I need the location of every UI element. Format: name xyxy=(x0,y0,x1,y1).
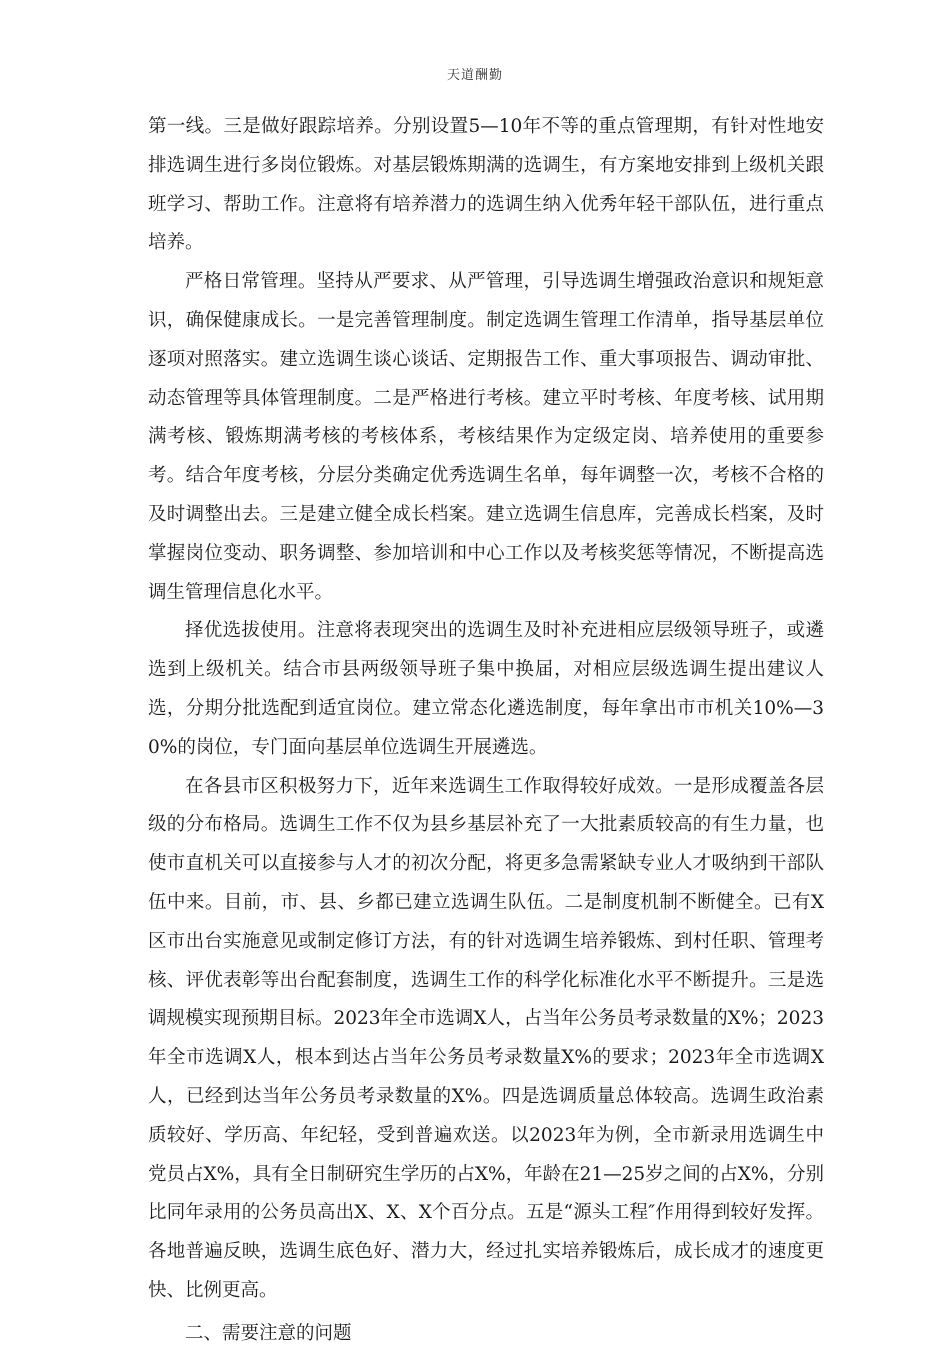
paragraph-achievements: 在各县市区积极努力下，近年来选调生工作取得较好成效。一是形成覆盖各层级的分布格局。选调生工作不仅为县乡基层补充了一大批素质较高的有生力量，也使市直机关可以直接参与人才的初次分配，将更多急需紧缺专业人才吸纳到干部队伍中来。目前，市、县、乡都已建立选调生队伍。二是制度机制不断健全。已有X区市出台实施意见或制定修订方法，有的针对选调生培养锻炼、到村任职、管理考核、评优表彰等出台配套制度，选调生工作的科学化标准化水平不断提升。三是选调规模实现预期目标。2023年全市选调X人，占当年公务员考录数量的X%；2023年全市选调X人，根本到达占当年公务员考录数量X%的要求；2023年全市选调X人，已经到达当年公务员考录数量的X%。四是选调质量总体较高。选调生政治素质较好、学历高、年纪轻，受到普遍欢送。以2023年为例，全市新录用选调生中党员占X%，具有全日制研究生学历的占X%，年龄在21—25岁之间的占X%，分别比同年录用的公务员高出X、X、X个百分点。五是“源头工程″作用得到较好发挥。各地普遍反映，选调生底色好、潜力大，经过扎实培养锻炼后，成长成才的速度更快、比例更高。 xyxy=(148,775,824,1301)
paragraph-daily-management: 严格日常管理。坚持从严要求、从严管理，引导选调生增强政治意识和规矩意识，确保健康成长。一是完善管理制度。制定选调生管理工作清单，指导基层单位逐项对照落实。建立选调生谈心谈话、定期报告工作、重大事项报告、调动审批、动态管理等具体管理制度。二是严格进行考核。建立平时考核、年度考核、试用期满考核、锻炼期满考核的考核体系，考核结果作为定级定岗、培养使用的重要参考。结合年度考核，分层分类确定优秀选调生名单，每年调整一次，考核不合格的及时调整出去。三是建立健全成长档案。建立选调生信息库，完善成长档案，及时掌握岗位变动、职务调整、参加培训和中心工作以及考核奖惩等情况，不断提高选调生管理信息化水平。 xyxy=(148,271,824,603)
page-header: 天道酬勤 xyxy=(446,68,503,83)
document-body xyxy=(148,108,824,1354)
paragraph-selection-use: 择优选拔使用。注意将表现突出的选调生及时补充进相应层级领导班子，或遴选到上级机关。结合市县两级领导班子集中换届，对相应层级选调生提出建议人选，分期分批选配到适宜岗位。建立常态化遴选制度，每年拿出市市机关10%—30%的岗位，专门面向基层单位选调生开展遴选。 xyxy=(148,620,824,758)
paragraph-tracking-training: 第一线。三是做好跟踪培养。分别设置5—10年不等的重点管理期，有针对性地安排选调生进行多岗位锻炼。对基层锻炼期满的选调生，有方案地安排到上级机关跟班学习、帮助工作。注意将有培养潜力的选调生纳入优秀年轻干部队伍，进行重点培养。 xyxy=(148,116,824,254)
section-heading: 二、需要注意的问题 xyxy=(185,1322,352,1344)
